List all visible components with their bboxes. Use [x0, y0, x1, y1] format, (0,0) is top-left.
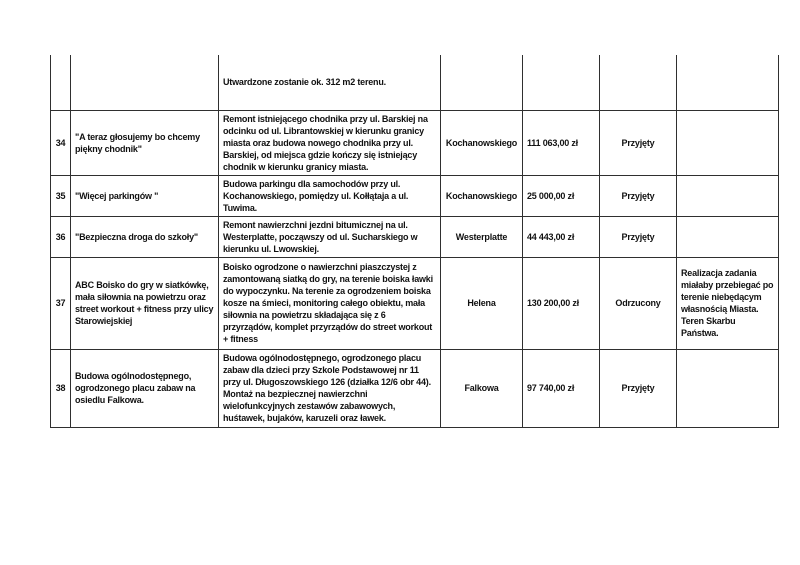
- project-title-cell: [71, 55, 219, 110]
- project-title-cell: "Więcej parkingów ": [71, 175, 219, 216]
- table-row: [51, 110, 779, 175]
- street-cell: Westerplatte: [441, 216, 523, 257]
- project-title-cell: ABC Boisko do gry w siatkówkę, mała siłownia na powietrzu oraz street workout + fitness przy ulicy Starowiejskiej: [71, 257, 219, 349]
- notes-cell: Realizacja zadania miałaby przebiegać po terenie niebędącym własnością Miasta. Teren Skarbu Państwa.: [677, 257, 779, 349]
- amount-cell: 25 000,00 zł: [523, 175, 600, 216]
- table-row: [51, 175, 779, 216]
- row-number-cell: 37: [51, 257, 71, 349]
- row-number-cell: 36: [51, 216, 71, 257]
- status-cell: Odrzucony: [600, 257, 677, 349]
- notes-cell: [677, 216, 779, 257]
- row-number-cell: 35: [51, 175, 71, 216]
- project-description-cell: Utwardzone zostanie ok. 312 m2 terenu.: [219, 55, 441, 110]
- status-cell: Przyjęty: [600, 110, 677, 175]
- street-cell: [441, 55, 523, 110]
- project-description-cell: Budowa parkingu dla samochodów przy ul. Kochanowskiego, pomiędzy ul. Kołłątaja a ul. Tuwima.: [219, 175, 441, 216]
- projects-table: [50, 55, 779, 428]
- project-title-cell: "A teraz głosujemy bo chcemy piękny chodnik": [71, 110, 219, 175]
- amount-cell: 130 200,00 zł: [523, 257, 600, 349]
- status-cell: Przyjęty: [600, 175, 677, 216]
- street-cell: Kochanowskiego: [441, 175, 523, 216]
- project-title-cell: "Bezpieczna droga do szkoły": [71, 216, 219, 257]
- table-row: [51, 216, 779, 257]
- amount-cell: 111 063,00 zł: [523, 110, 600, 175]
- notes-cell: [677, 110, 779, 175]
- project-description-cell: Remont istniejącego chodnika przy ul. Barskiej na odcinku od ul. Librantowskiej w kierunku granicy miasta oraz budowa nowego chodnika przy ul. Barskiej, od miejsca gdzie kończy się istniejący chodnik w kierunku granicy miasta.: [219, 110, 441, 175]
- notes-cell: [677, 175, 779, 216]
- street-cell: Kochanowskiego: [441, 110, 523, 175]
- project-description-cell: Boisko ogrodzone o nawierzchni piaszczystej z zamontowaną siatką do gry, na terenie boiska ławki do wypoczynku. Na terenie za ogrodzeniem boiska kosze na śmieci, monitoring całego obiektu, mała siłownia na powietrzu składająca się z 6 przyrządów, komplet przyrządów do street workout + fitness: [219, 257, 441, 349]
- amount-cell: [523, 55, 600, 110]
- project-description-cell: Budowa ogólnodostępnego, ogrodzonego placu zabaw dla dzieci przy Szkole Podstawowej nr 11 przy ul. Długoszowskiego 126 (działka 12/6 obr 44). Montaż na bezpiecznej nawierzchni wielofunkcyjnych zestawów zabawowych, huśtawek, bujaków, karuzeli oraz ławek.: [219, 349, 441, 427]
- status-cell: Przyjęty: [600, 216, 677, 257]
- notes-cell: [677, 55, 779, 110]
- street-cell: Falkowa: [441, 349, 523, 427]
- project-description-cell: Remont nawierzchni jezdni bitumicznej na ul. Westerplatte, począwszy od ul. Sucharskiego w kierunku ul. Lwowskiej.: [219, 216, 441, 257]
- row-number-cell: 38: [51, 349, 71, 427]
- row-number-cell: [51, 55, 71, 110]
- notes-cell: [677, 349, 779, 427]
- table-row-continuation: [51, 55, 779, 110]
- status-cell: Przyjęty: [600, 349, 677, 427]
- street-cell: Helena: [441, 257, 523, 349]
- row-number-cell: 34: [51, 110, 71, 175]
- table-row: [51, 349, 779, 427]
- project-title-cell: Budowa ogólnodostępnego, ogrodzonego placu zabaw na osiedlu Falkowa.: [71, 349, 219, 427]
- status-cell: [600, 55, 677, 110]
- amount-cell: 97 740,00 zł: [523, 349, 600, 427]
- table-row: [51, 257, 779, 349]
- amount-cell: 44 443,00 zł: [523, 216, 600, 257]
